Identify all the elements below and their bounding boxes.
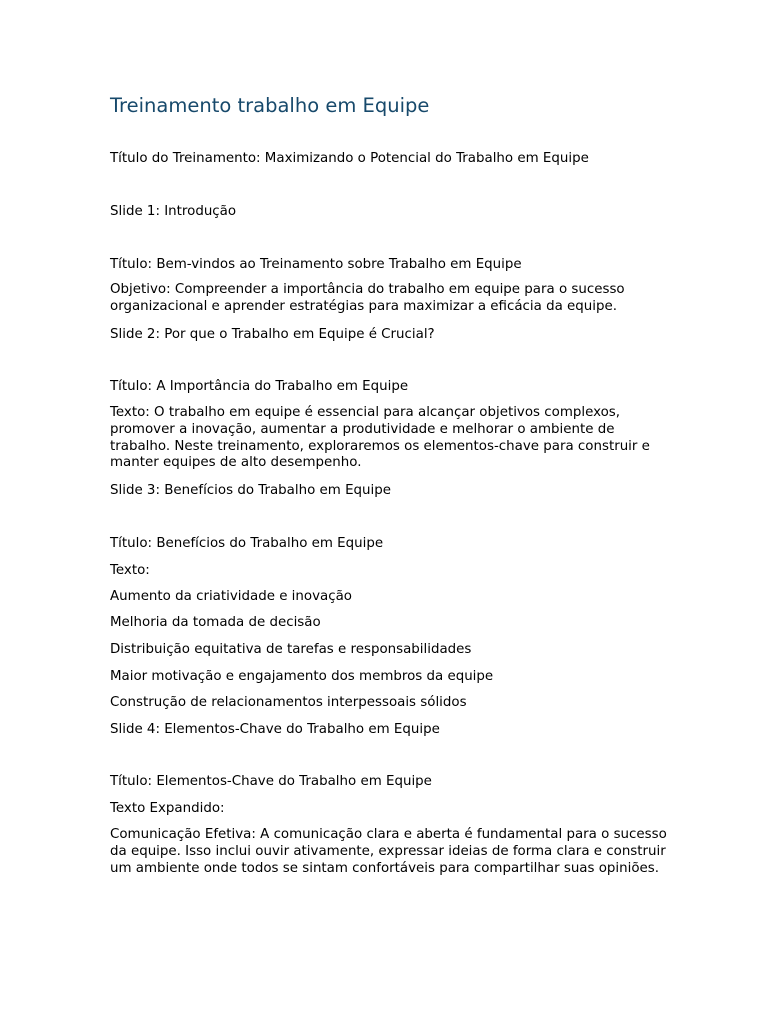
benefit-item: Construção de relacionamentos interpessoais sólidos [110,695,467,710]
training-title: Título do Treinamento: Maximizando o Potencial do Trabalho em Equipe [110,151,589,166]
slide2-text: Texto: O trabalho em equipe é essencial para alcançar objetivos complexos, promover a inovação, aumentar a produtividade e melhorar o ambiente de trabalho. Neste treinamento, exploraremos os elementos-chave para construir e manter equipes de alto desempenho. [110,405,650,471]
slide1-objective: Objetivo: Compreender a importância do trabalho em equipe para o sucesso organizacional e aprender estratégias para maximizar a eficácia da equipe. [110,282,625,314]
slide3-label: Slide 3: Benefícios do Trabalho em Equipe [110,483,391,498]
slide1-title: Título: Bem-vindos ao Treinamento sobre Trabalho em Equipe [110,257,522,272]
slide4-title: Título: Elementos-Chave do Trabalho em Equipe [110,774,432,789]
slide3-text-label: Texto: [110,563,150,578]
benefit-item: Maior motivação e engajamento dos membros da equipe [110,669,494,684]
slide1-label: Slide 1: Introdução [110,204,237,219]
benefit-item: Distribuição equitativa de tarefas e responsabilidades [110,642,472,657]
slide2-title: Título: A Importância do Trabalho em Equipe [110,379,409,394]
slide4-communication: Comunicação Efetiva: A comunicação clara e aberta é fundamental para o sucesso da equipe. Isso inclui ouvir ativamente, expressar ideias de forma clara e construir um ambiente onde todos se sintam confortáveis para compartilhar suas opiniões. [110,827,667,876]
slide4-text-label: Texto Expandido: [110,801,225,816]
benefit-item: Melhoria da tomada de decisão [110,615,321,630]
slide3-title: Título: Benefícios do Trabalho em Equipe [110,536,384,551]
benefit-item: Aumento da criatividade e inovação [110,589,352,604]
slide2-label: Slide 2: Por que o Trabalho em Equipe é Crucial? [110,327,435,342]
document-heading: Treinamento trabalho em Equipe [110,94,430,117]
slide4-label: Slide 4: Elementos-Chave do Trabalho em Equipe [110,722,440,737]
